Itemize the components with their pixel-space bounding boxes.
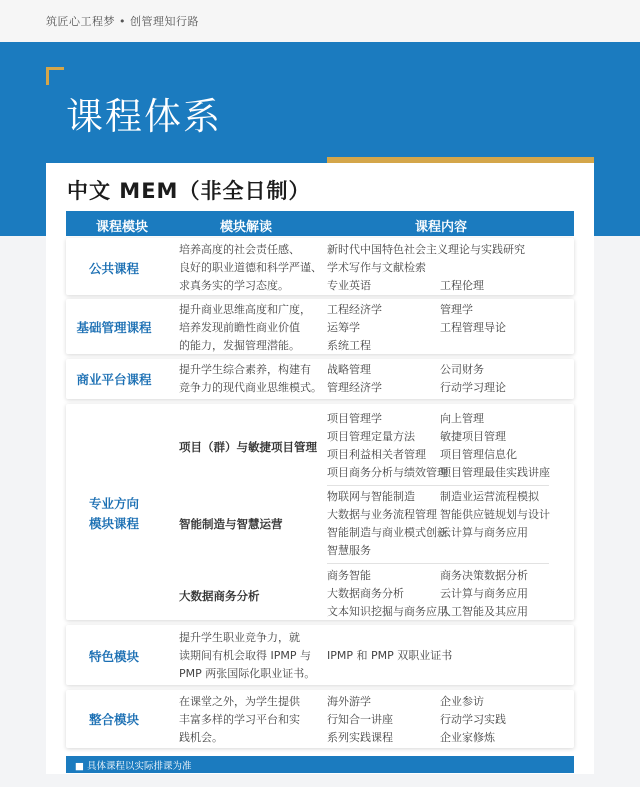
program-title: 中文 MEM（非全日制）	[67, 179, 311, 203]
subtrack-divider	[327, 563, 549, 564]
curriculum-card	[46, 163, 594, 774]
course-list-2: 制造业运营流程模拟 智能供应链规划与设计 云计算与商务应用	[440, 490, 550, 539]
course-list-2: 向上管理 敏捷项目管理 项目管理信息化 项目管理最佳实践讲座	[440, 412, 550, 479]
col-header-desc: 模块解读	[220, 220, 273, 235]
subtrack-divider	[327, 485, 549, 486]
module-label: 专业方向 模块课程	[88, 496, 139, 531]
course-list-2: 工程伦理	[440, 279, 484, 292]
course-list-1: IPMP 和 PMP 双职业证书	[327, 649, 453, 662]
table-header	[66, 211, 574, 236]
module-row-platform	[66, 359, 574, 399]
module-desc: 提升学生综合素养，构建有 竞争力的现代商业思维模式。	[179, 363, 322, 394]
course-list-1: 商务智能 大数据商务分析 文本知识挖掘与商务应用	[327, 569, 448, 618]
course-list-1: 战略管理 管理经济学	[327, 363, 382, 394]
module-row-basic	[66, 299, 574, 354]
course-list-2: 商务决策数据分析 云计算与商务应用 人工智能及其应用	[440, 569, 528, 618]
module-row-public	[66, 238, 574, 295]
footer-note: ■ 具体课程以实际排课为准	[75, 761, 192, 772]
subtrack-name: 智能制造与智慧运营	[179, 517, 283, 531]
page-title: 课程体系	[66, 95, 222, 138]
module-desc: 提升商业思维高度和广度， 培养发现前瞻性商业价值 的能力，发掘管理潜能。	[179, 303, 311, 352]
module-label: 商业平台课程	[76, 372, 152, 387]
course-list-1: 海外游学 行知合一讲座 系列实践课程	[327, 695, 393, 744]
top-bar	[0, 0, 640, 42]
course-list-1: 新时代中国特色社会主义理论与实践研究 学术写作与文献检索 专业英语	[327, 243, 525, 292]
corner-bracket-icon	[46, 67, 64, 85]
module-label: 整合模块	[88, 712, 139, 727]
subtrack-name: 项目（群）与敏捷项目管理	[179, 440, 317, 454]
course-list-2: 企业参访 行动学习实践 企业家修炼	[440, 695, 506, 744]
module-desc: 培养高度的社会责任感、 良好的职业道德和科学严谨、 求真务实的学习态度。	[179, 243, 322, 292]
module-label: 基础管理课程	[76, 320, 152, 335]
module-desc: 提升学生职业竞争力，就 读期间有机会取得 IPMP 与 PMP 两张国际化职业证书。	[179, 631, 316, 680]
module-desc: 在课堂之外，为学生提供 丰富多样的学习平台和实 践机会。	[179, 695, 300, 744]
col-header-module: 课程模块	[96, 220, 149, 235]
course-list-2: 管理学 工程管理导论	[440, 303, 506, 334]
col-header-content: 课程内容	[415, 220, 468, 235]
module-row-featured	[66, 625, 574, 685]
course-list-1: 项目管理学 项目管理定量方法 项目利益相关者管理 项目商务分析与绩效管理	[327, 412, 448, 479]
course-list-1: 物联网与智能制造 大数据与业务流程管理 智能制造与商业模式创新 智慧服务	[327, 490, 448, 557]
module-label: 公共课程	[88, 261, 139, 276]
footer-note-bar	[66, 756, 574, 773]
course-list-2: 公司财务 行动学习理论	[440, 363, 506, 394]
course-list-1: 工程经济学 运筹学 系统工程	[327, 303, 382, 352]
module-row-specialization	[66, 404, 574, 620]
header-tagline: 筑匠心工程梦 • 创管理知行路	[46, 15, 199, 28]
module-label: 特色模块	[88, 649, 139, 664]
module-row-integration	[66, 690, 574, 748]
subtrack-name: 大数据商务分析	[179, 589, 260, 603]
